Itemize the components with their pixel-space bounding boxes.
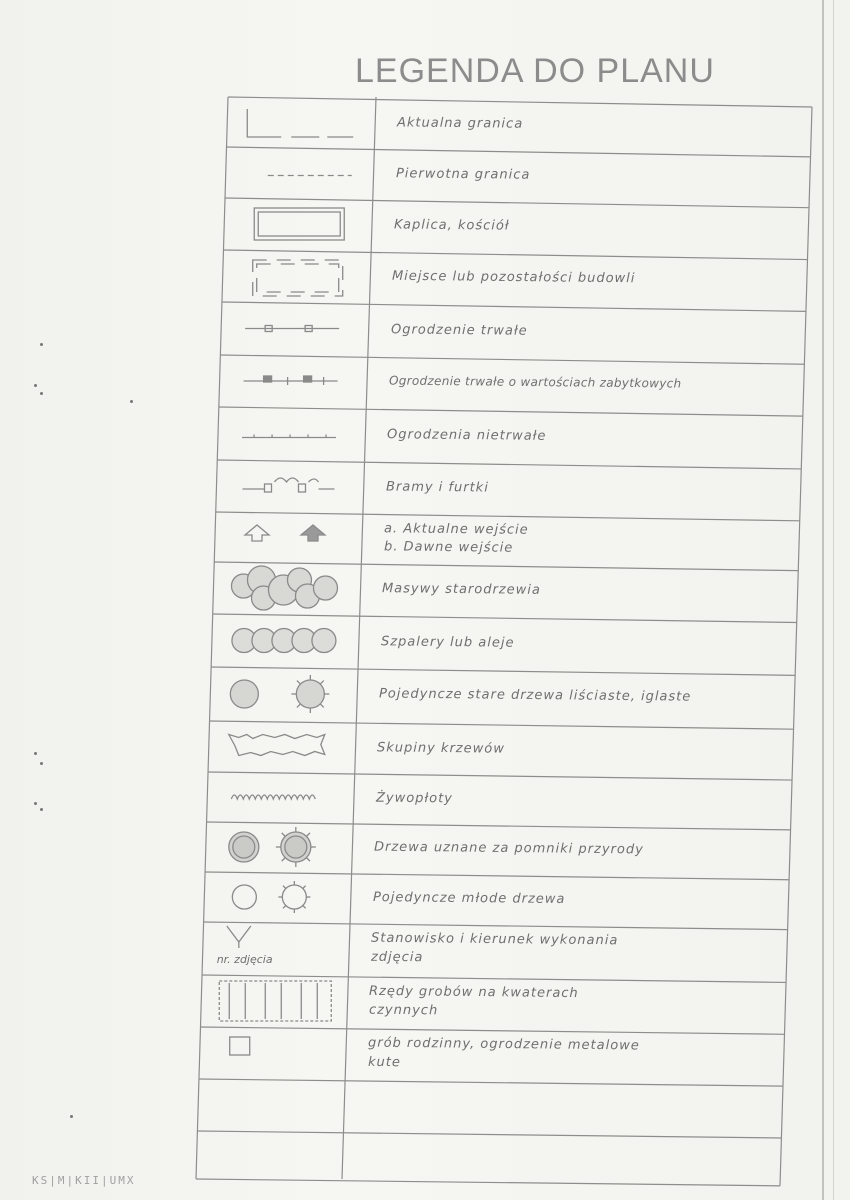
legend-row-label: Pierwotna granica bbox=[395, 165, 530, 183]
archive-stamp: KS|M|KII|UMX bbox=[32, 1174, 136, 1187]
legend-row-label: grób rodzinny, ogrodzenie metalowe bbox=[367, 1035, 640, 1054]
table-row-rule bbox=[228, 97, 812, 107]
legend-row-label-line2: zdjęcia bbox=[371, 949, 424, 966]
legend-row-label: Pojedyncze stare drzewa liściaste, iglaste bbox=[379, 686, 692, 705]
table-row-rule bbox=[200, 1027, 784, 1034]
legend-row-label: Kaplica, kościół bbox=[393, 217, 510, 234]
gates-icon bbox=[242, 478, 334, 492]
table-row-rule bbox=[213, 614, 797, 623]
legend-row-label: Drzewa uznane za pomniki przyrody bbox=[374, 839, 645, 858]
legend-row-label: Aktualna granica bbox=[397, 115, 524, 132]
legend-row-label: Skupiny krzewów bbox=[377, 739, 506, 757]
legend-row-label-line2: b. Dawne wejście bbox=[383, 539, 514, 556]
legend-row-label: Miejsce lub pozostałości budowli bbox=[392, 268, 636, 287]
page-title: LEGENDA DO PLANU bbox=[355, 52, 715, 90]
legend-row-label-line2: kute bbox=[367, 1054, 401, 1071]
table-row-rule bbox=[196, 1179, 780, 1186]
young-trees-icon bbox=[232, 881, 310, 913]
hedges-icon bbox=[231, 795, 315, 799]
legend-row-label: Szpalery lub aleje bbox=[380, 633, 515, 651]
table-right-border bbox=[780, 107, 812, 1186]
family-grave-icon bbox=[230, 1037, 250, 1055]
legend-row-label: Pojedyncze młode drzewa bbox=[372, 889, 566, 908]
table-row-rule bbox=[204, 922, 788, 930]
table-row-rule bbox=[216, 512, 800, 521]
fence-permanent-icon bbox=[245, 326, 339, 332]
table-row-rule bbox=[208, 772, 792, 780]
margin-dot bbox=[34, 752, 37, 755]
table-row-rule bbox=[220, 355, 804, 364]
legend-row-label-line2: czynnych bbox=[369, 1002, 439, 1019]
table-row-rule bbox=[197, 1131, 781, 1138]
margin-dot bbox=[70, 1115, 73, 1118]
legend-row-label: Masywy starodrzewia bbox=[382, 581, 542, 598]
fence-temporary-icon bbox=[242, 435, 336, 438]
table-row-rule bbox=[207, 822, 791, 830]
margin-dot bbox=[40, 762, 43, 765]
legend-row-label: Ogrodzenie trwałe bbox=[390, 321, 528, 339]
tree-rows-icon bbox=[232, 629, 336, 653]
margin-dot bbox=[40, 808, 43, 811]
legend-row-label: Żywopłoty bbox=[375, 790, 453, 807]
table-row-rule bbox=[211, 667, 795, 675]
table-row-rule bbox=[217, 460, 801, 469]
grave-rows-icon bbox=[219, 981, 331, 1021]
building-remains-icon bbox=[253, 260, 343, 296]
margin-dot bbox=[40, 392, 43, 395]
shrub-groups-icon bbox=[229, 735, 325, 756]
table-row-rule bbox=[225, 198, 809, 208]
table-row-rule bbox=[227, 147, 811, 157]
table-row-rule bbox=[199, 1079, 783, 1086]
table-row-rule bbox=[205, 872, 789, 880]
photo-viewpoint-icon bbox=[227, 926, 251, 948]
table-row-rule bbox=[210, 721, 794, 729]
single-old-trees-icon bbox=[230, 675, 329, 713]
margin-dot bbox=[34, 802, 37, 805]
legend-row-label: Rzędy grobów na kwaterach bbox=[369, 983, 580, 1002]
margin-dot bbox=[40, 343, 43, 346]
legend-row-label: Stanowisko i kierunek wykonania bbox=[371, 930, 619, 949]
legend-row-label: a. Aktualne wejście bbox=[383, 521, 529, 538]
legend-row-label: Bramy i furtki bbox=[385, 479, 489, 496]
chapel-church-icon bbox=[254, 208, 344, 240]
table-row-rule bbox=[219, 407, 803, 416]
legend-row-label: Ogrodzenie trwałe o wartościach zabytkowych bbox=[388, 373, 682, 391]
table-row-rule bbox=[223, 250, 807, 260]
fence-historic-icon bbox=[244, 376, 338, 385]
legend-row-label: Ogrodzenia nietrwałe bbox=[387, 426, 547, 444]
table-row-rule bbox=[222, 302, 806, 311]
photo-number-label: nr. zdjęcia bbox=[216, 953, 273, 966]
table-left-border bbox=[196, 97, 228, 1179]
entrance-arrows-icon bbox=[245, 525, 325, 541]
old-tree-masses-icon bbox=[231, 566, 337, 610]
boundary-current-icon bbox=[247, 109, 353, 137]
nature-monument-trees-icon bbox=[229, 827, 316, 867]
margin-dot bbox=[130, 400, 133, 403]
margin-dot bbox=[34, 384, 37, 387]
